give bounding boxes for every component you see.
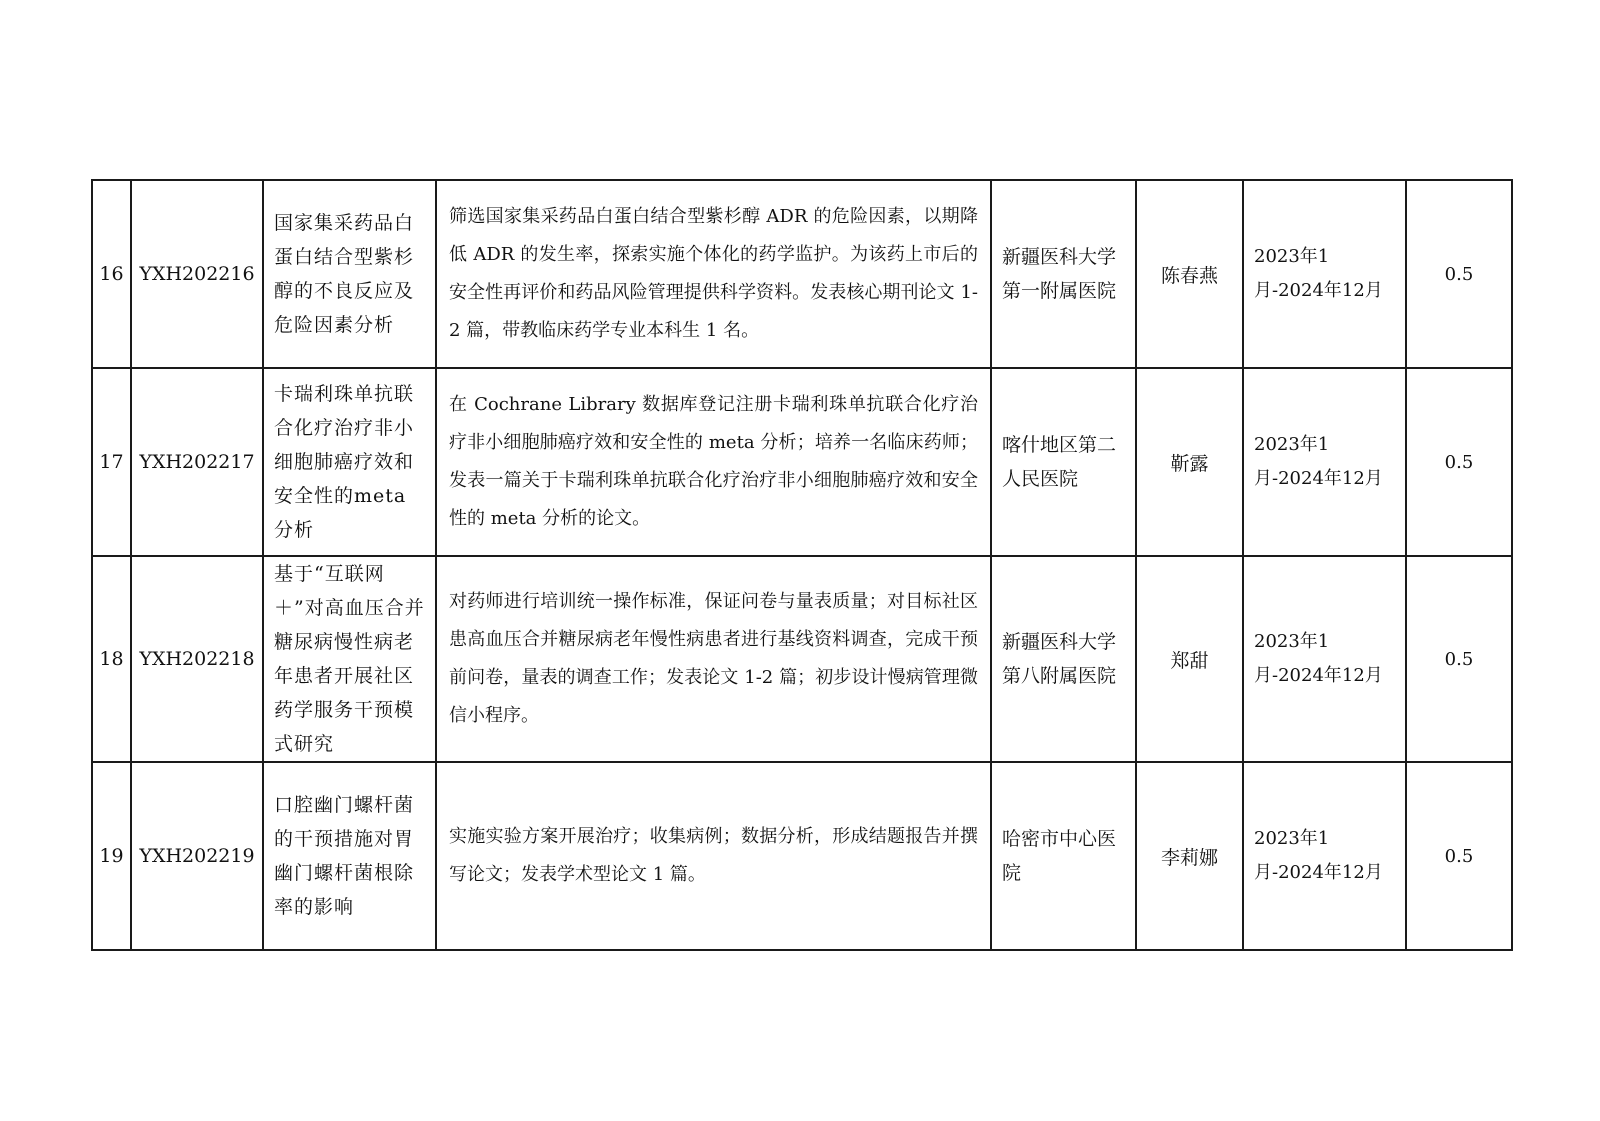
project-unit: 哈密市中心医院 (991, 762, 1136, 950)
project-code: YXH202217 (131, 368, 263, 556)
row-number: 17 (92, 368, 131, 556)
project-unit: 新疆医科大学第一附属医院 (991, 180, 1136, 368)
project-title: 国家集采药品白蛋白结合型紫杉醇的不良反应及危险因素分析 (263, 180, 436, 368)
project-content: 在 Cochrane Library 数据库登记注册卡瑞利珠单抗联合化疗治疗非小细胞肺癌疗效和安全性的 meta 分析；培养一名临床药师；发表一篇关于卡瑞利珠单抗联合化疗治疗非小细胞肺癌疗效和安全性的 meta 分析的论文。 (436, 368, 991, 556)
project-code: YXH202219 (131, 762, 263, 950)
project-unit: 喀什地区第二人民医院 (991, 368, 1136, 556)
project-content: 对药师进行培训统一操作标准，保证问卷与量表质量；对目标社区患高血压合并糖尿病老年慢性病患者进行基线资料调查，完成干预前问卷，量表的调查工作；发表论文 1-2 篇；初步设计慢病管理微信小程序。 (436, 556, 991, 762)
project-fund: 0.5 (1406, 368, 1512, 556)
project-content: 筛选国家集采药品白蛋白结合型紫杉醇 ADR 的危险因素，以期降低 ADR 的发生率，探索实施个体化的药学监护。为该药上市后的安全性再评价和药品风险管理提供科学资料。发表核心期刊论文 1-2 篇，带教临床药学专业本科生 1 名。 (436, 180, 991, 368)
project-title: 卡瑞利珠单抗联合化疗治疗非小细胞肺癌疗效和安全性的meta分析 (263, 368, 436, 556)
project-leader: 郑甜 (1136, 556, 1243, 762)
project-fund: 0.5 (1406, 762, 1512, 950)
project-fund: 0.5 (1406, 556, 1512, 762)
project-title: 基于“互联网＋”对高血压合并糖尿病慢性病老年患者开展社区药学服务干预模式研究 (263, 556, 436, 762)
project-period: 2023年1月-2024年12月 (1243, 180, 1406, 368)
project-code: YXH202218 (131, 556, 263, 762)
project-leader: 李莉娜 (1136, 762, 1243, 950)
project-leader: 靳露 (1136, 368, 1243, 556)
project-unit: 新疆医科大学第八附属医院 (991, 556, 1136, 762)
project-fund: 0.5 (1406, 180, 1512, 368)
project-period: 2023年1月-2024年12月 (1243, 556, 1406, 762)
project-leader: 陈春燕 (1136, 180, 1243, 368)
project-table (91, 179, 1513, 951)
row-number: 19 (92, 762, 131, 950)
project-period: 2023年1月-2024年12月 (1243, 368, 1406, 556)
row-number: 18 (92, 556, 131, 762)
project-code: YXH202216 (131, 180, 263, 368)
table-row (92, 368, 1512, 556)
table-row (92, 180, 1512, 368)
table-row (92, 762, 1512, 950)
project-content: 实施实验方案开展治疗；收集病例；数据分析，形成结题报告并撰写论文；发表学术型论文 1 篇。 (436, 762, 991, 950)
project-period: 2023年1月-2024年12月 (1243, 762, 1406, 950)
project-title: 口腔幽门螺杆菌的干预措施对胃幽门螺杆菌根除率的影响 (263, 762, 436, 950)
table-row (92, 556, 1512, 762)
row-number: 16 (92, 180, 131, 368)
